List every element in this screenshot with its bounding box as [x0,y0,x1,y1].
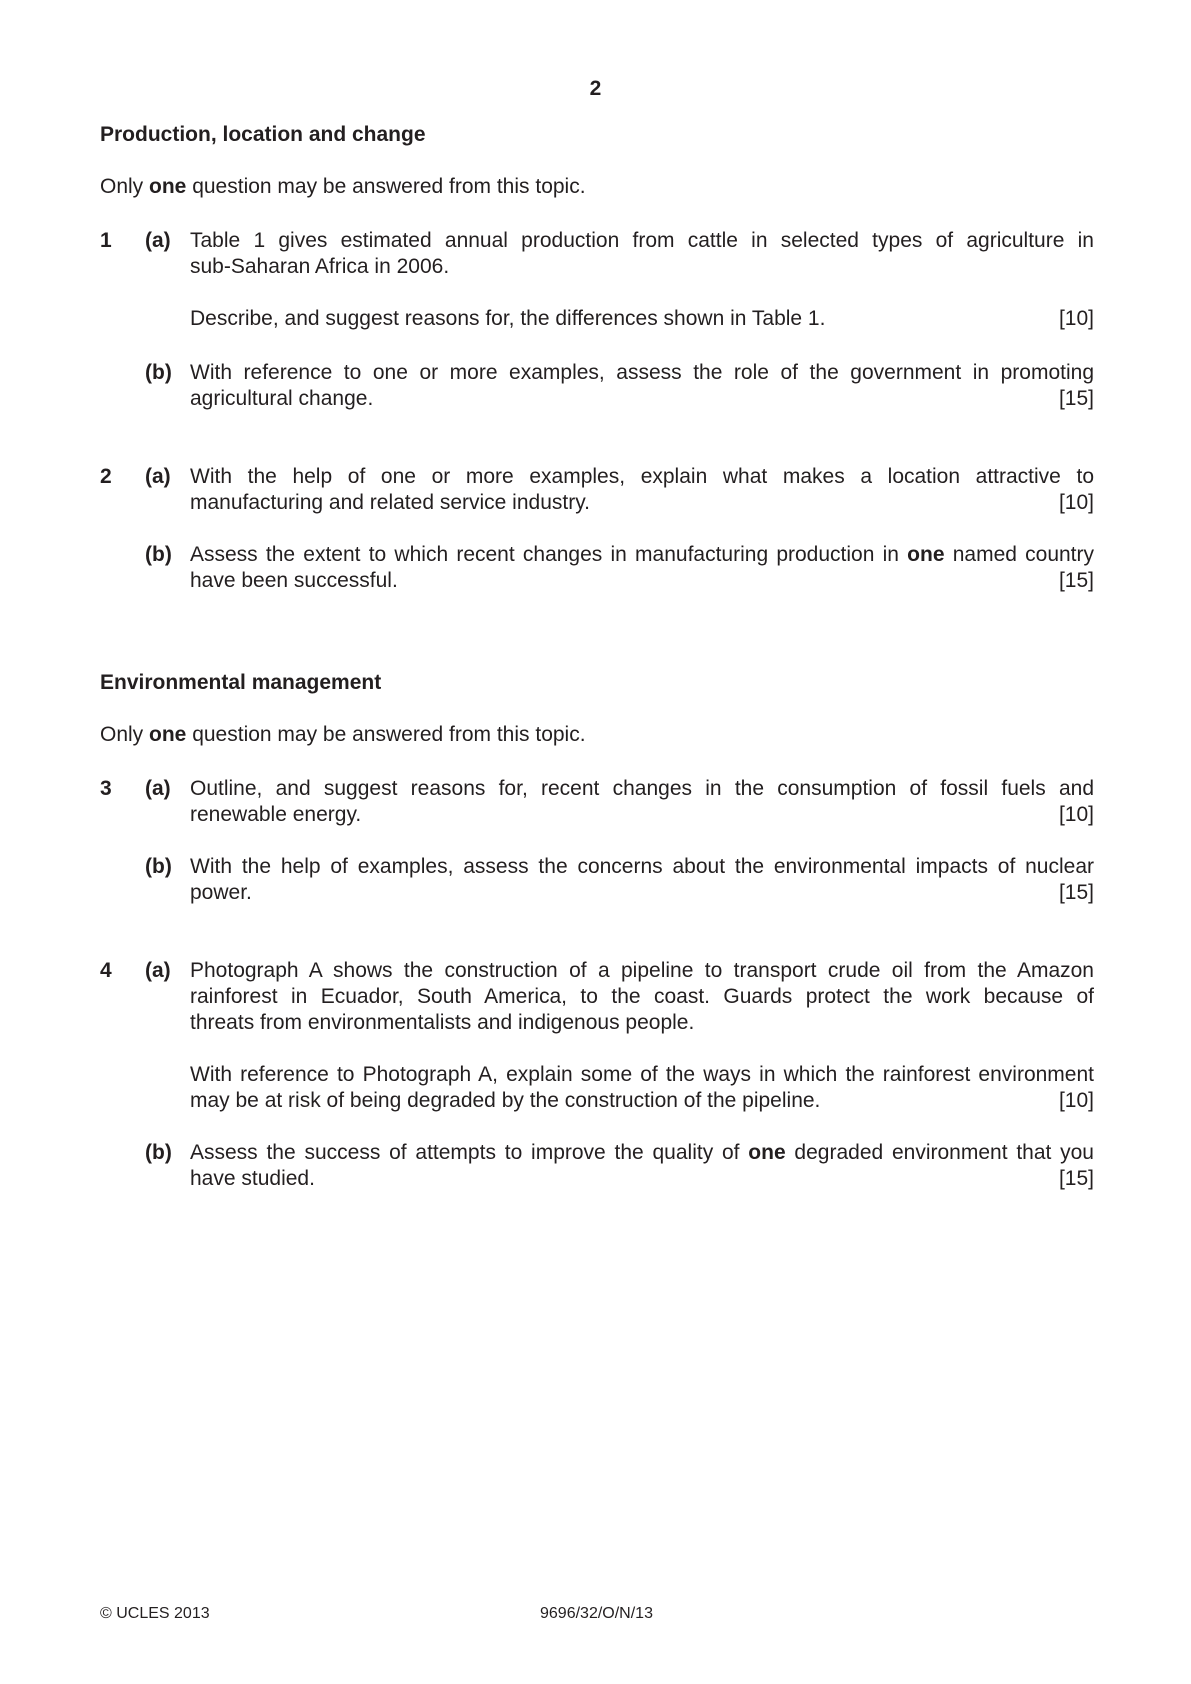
question-1a-label: (a) [145,229,171,252]
marks-4a: [10] [1058,1089,1094,1112]
marks-3a: [10] [1058,803,1094,826]
section-heading-environmental: Environmental management [100,671,382,694]
section-heading-production: Production, location and change [100,123,426,146]
question-3a-text: Outline, and suggest reasons for, recent changes in the consumption of fossil fuels and renewable energy. [10] [190,777,1094,826]
question-4b-label: (b) [145,1141,172,1164]
question-2a-text: With the help of one or more examples, explain what makes a location attractive to manufacturing and related service industry. [10] [190,465,1094,514]
marks-4b: [15] [1058,1167,1094,1190]
marks-1b: [15] [1058,387,1094,410]
marks-2a: [10] [1058,491,1094,514]
question-1b-text: With reference to one or more examples, assess the role of the government in promoting agricultural change. [15] [190,361,1094,410]
question-1a-task: Describe, and suggest reasons for, the differences shown in Table 1. [10] [190,307,1094,330]
question-1a-text: Table 1 gives estimated annual production from cattle in selected types of agriculture in sub-Saharan Africa in 2006. [190,229,1094,278]
page-number: 2 [589,77,602,100]
question-number-1: 1 [100,229,112,252]
section-instruction: Only one question may be answered from this topic. [100,175,586,198]
question-3b-label: (b) [145,855,172,878]
question-2b-text: Assess the extent to which recent changes in manufacturing production in one named country have been successful. [15] [190,543,1095,592]
question-number-2: 2 [100,465,112,488]
question-3a-label: (a) [145,777,171,800]
question-1b-label: (b) [145,361,172,384]
section-instruction: Only one question may be answered from this topic. [100,723,586,746]
question-4a-label: (a) [145,959,171,982]
question-number-4: 4 [100,959,112,982]
question-3b-text: With the help of examples, assess the concerns about the environmental impacts of nuclear power. [15] [190,855,1094,904]
question-number-3: 3 [100,777,112,800]
question-4a-task: With reference to Photograph A, explain some of the ways in which the rainforest environment may be at risk of being degraded by the construction of the pipeline. [10] [190,1063,1094,1112]
question-4a-text: Photograph A shows the construction of a pipeline to transport crude oil from the Amazon rainforest in Ecuador, South America, to the coast. Guards protect the work because of threats from environmentalists and indigenous people. [190,959,1094,1034]
marks-2b: [15] [1058,569,1094,592]
footer-paper-code: 9696/32/O/N/13 [540,1605,653,1622]
question-2a-label: (a) [145,465,171,488]
marks-1a: [10] [1058,307,1094,330]
footer-copyright: © UCLES 2013 [100,1605,210,1622]
question-4b-text: Assess the success of attempts to improve the quality of one degraded environment that you have studied. [15] [190,1141,1094,1190]
question-2b-label: (b) [145,543,172,566]
marks-3b: [15] [1058,881,1094,904]
